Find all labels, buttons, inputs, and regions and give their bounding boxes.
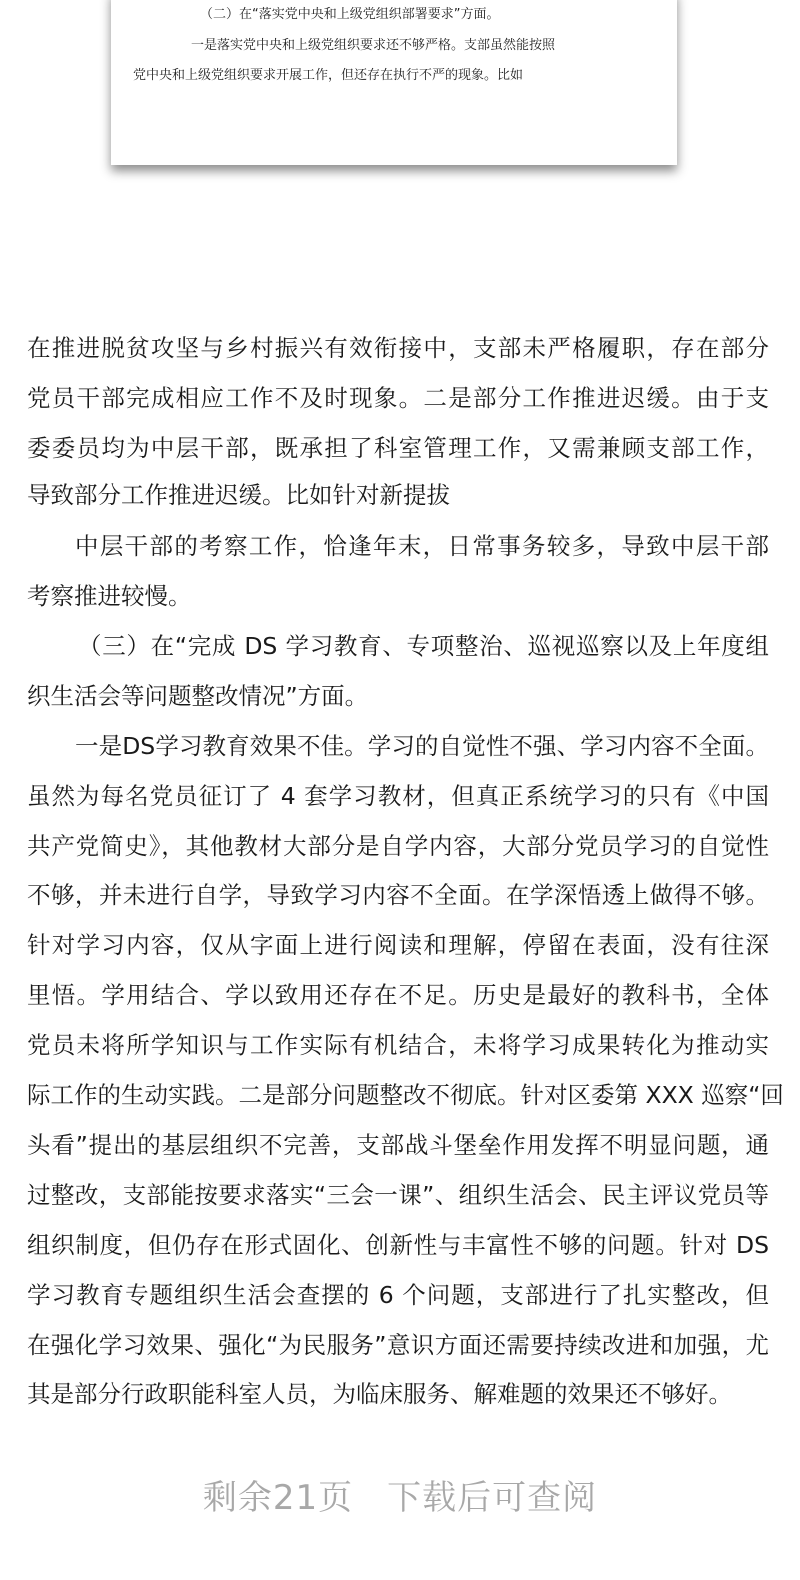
body-line: 不够，并未进行自学，导致学习内容不全面。在学深悟透上做得不够。 — [27, 881, 769, 909]
body-line: 织生活会等问题整改情况”方面。 — [27, 682, 369, 710]
body-line: 学习教育专题组织生活会查摆的 6 个问题，支部进行了扎实整改，但 — [27, 1281, 769, 1309]
body-line: 虽然为每名党员征订了 4 套学习教材，但真正系统学习的只有《中国 — [27, 782, 769, 810]
preview-page-card — [111, 0, 677, 165]
download-prompt[interactable] — [0, 1470, 800, 1519]
body-line: 一是DS学习教育效果不佳。学习的自觉性不强、学习内容不全面。 — [75, 732, 769, 760]
body-line: 考察推进较慢。 — [27, 582, 192, 610]
body-line: 委委员均为中层干部，既承担了科室管理工作，又需兼顾支部工作， — [27, 434, 769, 462]
body-line: 过整改，支部能按要求落实“三会一课”、组织生活会、民主评议党员等 — [27, 1181, 769, 1209]
body-line: 中层干部的考察工作，恰逢年末，日常事务较多，导致中层干部 — [75, 532, 769, 560]
body-line: 在推进脱贫攻坚与乡村振兴有效衔接中，支部未严格履职，存在部分 — [27, 334, 769, 362]
body-line: （三）在“完成 DS 学习教育、专项整治、巡视巡察以及上年度组 — [78, 632, 769, 660]
card-line: （二）在“落实党中央和上级党组织部署要求”方面。 — [200, 7, 500, 22]
body-line: 共产党简史》，其他教材大部分是自学内容，大部分党员学习的自觉性 — [27, 832, 769, 860]
download-to-view-label[interactable]: 下载后可查阅 — [387, 1478, 598, 1518]
card-line: 党中央和上级党组织要求开展工作，但还存在执行不严的现象。比如 — [133, 68, 524, 83]
body-line: 党员未将所学知识与工作实际有机结合，未将学习成果转化为推动实 — [27, 1031, 769, 1059]
body-line: 在强化学习效果、强化“为民服务”意识方面还需要持续改进和加强，尤 — [27, 1331, 769, 1359]
body-line: 导致部分工作推进迟缓。比如针对新提拔 — [27, 481, 450, 509]
body-line: 际工作的生动实践。二是部分问题整改不彻底。针对区委第 XXX 巡察“回 — [27, 1081, 784, 1109]
card-line: 一是落实党中央和上级党组织要求还不够严格。支部虽然能按照 — [191, 38, 556, 53]
remaining-pages-label: 剩余21页 — [202, 1478, 354, 1518]
body-line: 头看”提出的基层组织不完善，支部战斗堡垒作用发挥不明显问题，通 — [27, 1131, 769, 1159]
body-line: 其是部分行政职能科室人员，为临床服务、解难题的效果还不够好。 — [27, 1380, 732, 1408]
body-line: 里悟。学用结合、学以致用还存在不足。历史是最好的教科书，全体 — [27, 981, 769, 1009]
body-line: 党员干部完成相应工作不及时现象。二是部分工作推进迟缓。由于支 — [27, 384, 769, 412]
body-line: 针对学习内容，仅从字面上进行阅读和理解，停留在表面，没有往深 — [27, 931, 769, 959]
body-line: 组织制度，但仍存在形式固化、创新性与丰富性不够的问题。针对 DS — [27, 1231, 769, 1259]
